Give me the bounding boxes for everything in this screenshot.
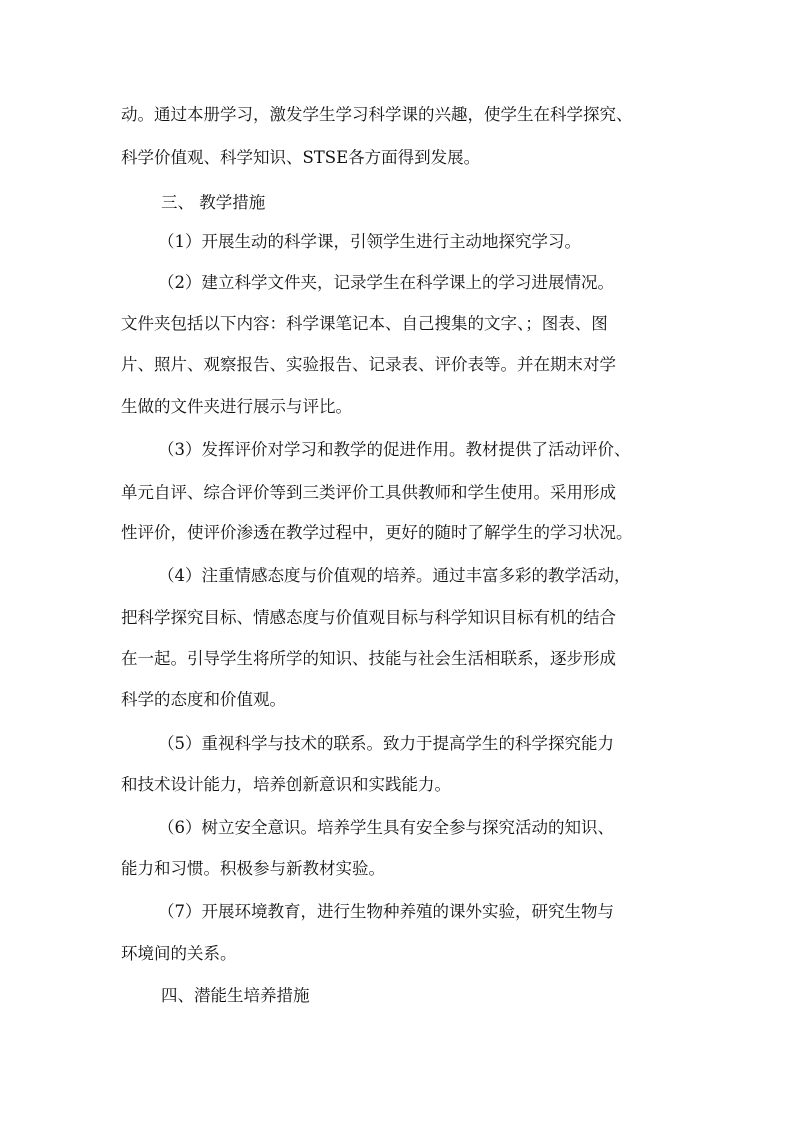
- text-line: 在一起。引导学生将所学的知识、技能与社会生活相联系，逐步形成: [121, 649, 616, 668]
- section-heading: 四、潜能生培养措施: [161, 986, 310, 1005]
- text-line: 性评价，使评价渗透在教学过程中，更好的随时了解学生的学习状况。: [121, 523, 633, 542]
- list-item: （4）注重情感态度与价值观的培养。通过丰富多彩的教学活动，: [158, 566, 631, 585]
- text-line: 文件夹包括以下内容：科学课笔记本、自己搜集的文字、；图表、图: [121, 314, 608, 333]
- text-line: 单元自评、综合评价等到三类评价工具供教师和学生使用。采用形成: [121, 483, 616, 502]
- text-line: 能力和习惯。积极参与新教材实验。: [121, 859, 385, 878]
- list-item: （3）发挥评价对学习和教学的促进作用。教材提供了活动评价、: [158, 440, 631, 459]
- list-item: （1）开展生动的科学课，引领学生进行主动地探究学习。: [158, 232, 581, 251]
- text-line: 环境间的关系。: [121, 944, 237, 963]
- section-heading: 三、 教学措施: [161, 193, 266, 212]
- text-line: 科学的态度和价值观。: [121, 690, 286, 709]
- text-line: 片、照片、观察报告、实验报告、记录表、评价表等。并在期末对学: [121, 355, 616, 374]
- text-line: 和技术设计能力，培养创新意识和实践能力。: [121, 775, 451, 794]
- list-item: （7）开展环境教育，进行生物种养殖的课外实验，研究生物与: [158, 902, 614, 921]
- text-line: 科学价值观、科学知识、STSE各方面得到发展。: [121, 148, 481, 167]
- list-item: （2）建立科学文件夹，记录学生在科学课上的学习进展情况。: [158, 273, 614, 292]
- list-item: （6）树立安全意识。培养学生具有安全参与探究活动的知识、: [158, 818, 614, 837]
- text-line: 生做的文件夹进行展示与评比。: [121, 397, 352, 416]
- text-line: 动。通过本册学习，激发学生学习科学课的兴趣，使学生在科学探究、: [121, 105, 633, 124]
- list-item: （5）重视科学与技术的联系。致力于提高学生的科学探究能力: [158, 734, 614, 753]
- text-line: 把科学探究目标、情感态度与价值观目标与科学知识目标有机的结合: [121, 608, 616, 627]
